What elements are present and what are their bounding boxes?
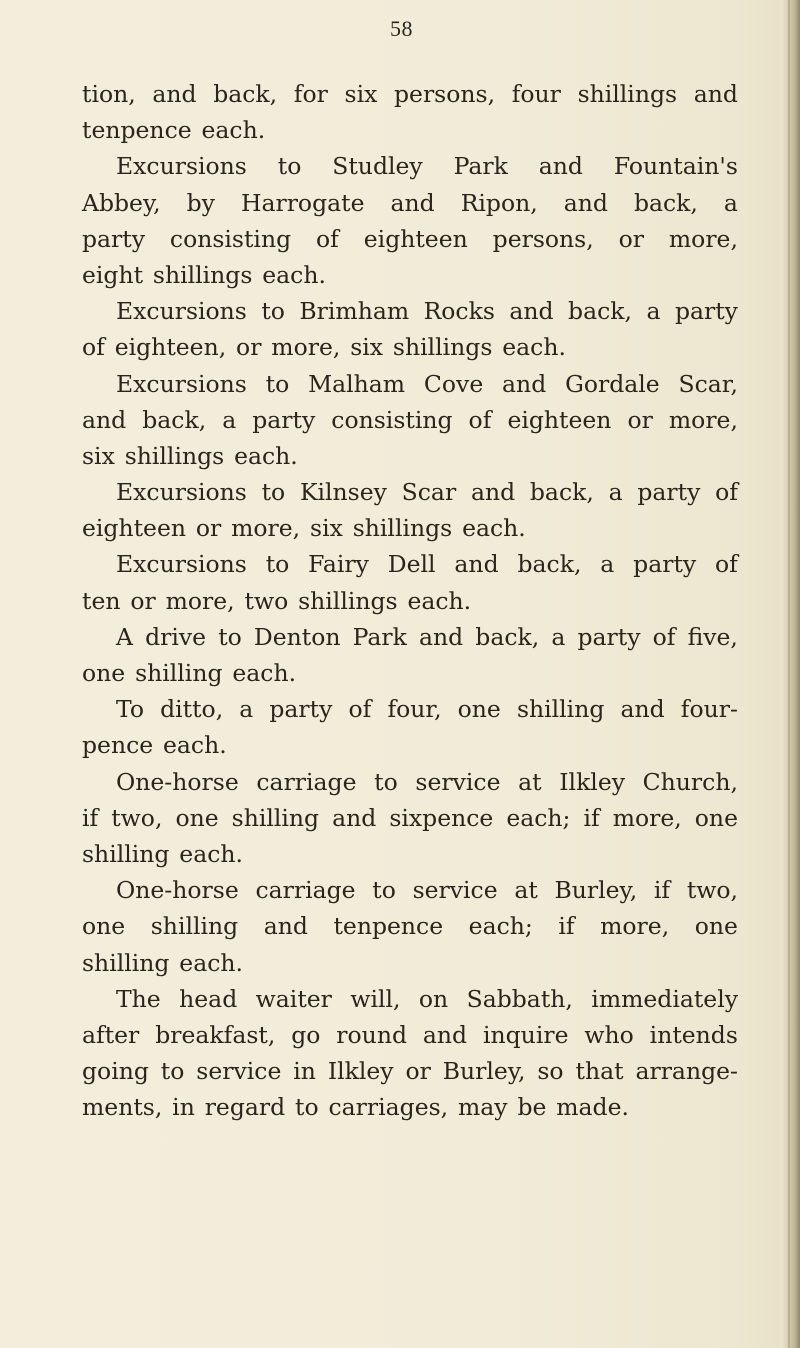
- text-line: The head waiter will, on Sabbath, immediately: [116, 984, 738, 1013]
- text-line: A drive to Denton Park and back, a party of five,: [116, 622, 738, 651]
- text-line: if two, one shilling and sixpence each; if more, one: [82, 803, 738, 832]
- text-line: One-horse carriage to service at Burley, if two,: [116, 876, 738, 905]
- text-line: of eighteen, or more, six shillings each.: [82, 333, 566, 362]
- text-line: Excursions to Studley Park and Fountain's: [116, 152, 738, 181]
- text-line: One-horse carriage to service at Ilkley Church,: [116, 767, 738, 796]
- page-binding-shadow: [788, 0, 790, 1348]
- text-line: Excursions to Brimham Rocks and back, a party: [116, 297, 738, 326]
- text-line: going to service in Ilkley or Burley, so that arrange-: [82, 1057, 738, 1086]
- text-line: shilling each.: [82, 948, 243, 977]
- text-line: ments, in regard to carriages, may be made.: [82, 1093, 629, 1122]
- text-line: tenpence each.: [82, 116, 266, 145]
- text-line: and back, a party consisting of eighteen or more,: [82, 405, 738, 434]
- page-number: 58: [390, 16, 413, 41]
- text-line: tion, and back, for six persons, four shillings and: [82, 80, 738, 108]
- text-line: Excursions to Malham Cove and Gordale Scar,: [116, 369, 738, 398]
- text-line: six shillings each.: [82, 441, 298, 470]
- text-line: pence each.: [82, 731, 227, 760]
- text-line: after breakfast, go round and inquire who intends: [82, 1020, 738, 1049]
- text-line: Excursions to Fairy Dell and back, a party of: [116, 550, 738, 579]
- text-line: To ditto, a party of four, one shilling and four-: [116, 695, 738, 724]
- text-line: Abbey, by Harrogate and Ripon, and back, a: [82, 188, 738, 217]
- text-line: eighteen or more, six shillings each.: [82, 514, 526, 543]
- text-line: party consisting of eighteen persons, or more,: [82, 224, 738, 253]
- text-line: one shilling each.: [82, 659, 297, 687]
- text-line: shilling each.: [82, 839, 243, 868]
- text-line: one shilling and tenpence each; if more, one: [82, 912, 738, 941]
- text-line: eight shillings each.: [82, 260, 326, 289]
- body-text: [82, 76, 738, 1125]
- text-line: Excursions to Kilnsey Scar and back, a party of: [116, 478, 738, 507]
- page-binding-edge: [780, 0, 800, 1348]
- text-line: ten or more, two shillings each.: [82, 586, 472, 615]
